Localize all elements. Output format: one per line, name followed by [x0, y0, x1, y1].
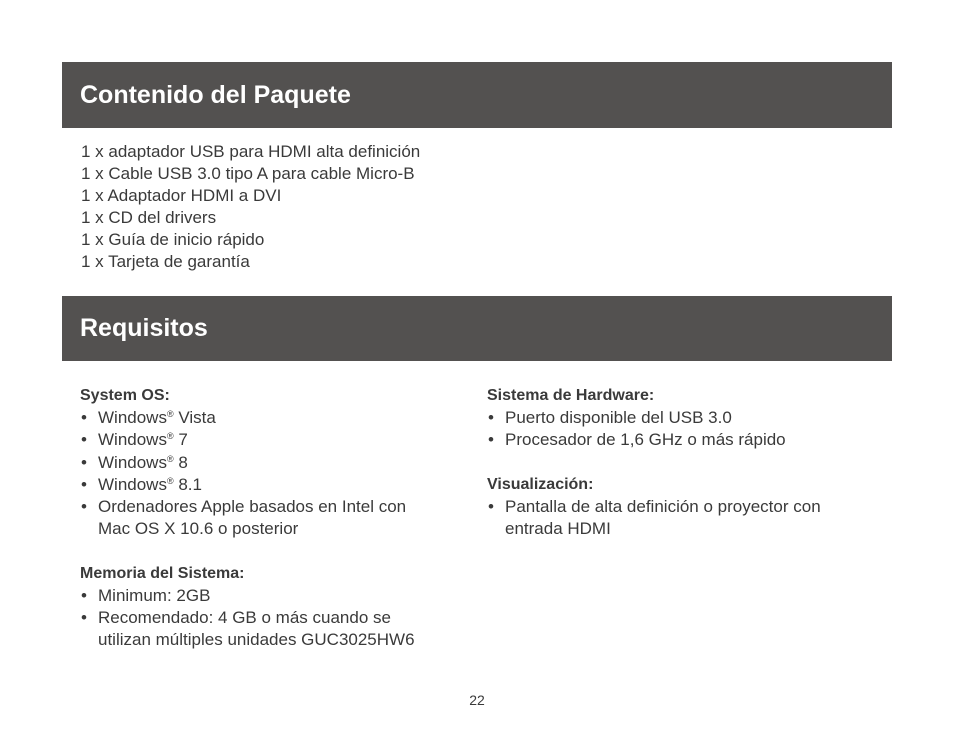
registered-mark: ®	[166, 409, 174, 419]
windows-label: Windows	[98, 430, 167, 450]
bullet-icon: •	[488, 430, 494, 450]
windows-label: Windows	[98, 452, 167, 472]
list-item	[487, 429, 887, 451]
package-contents-list	[81, 141, 420, 273]
list-item	[80, 496, 460, 541]
memory-minimum: Minimum: 2GB	[98, 585, 211, 605]
display-line-1: Pantalla de alta definición o proyector con	[505, 496, 821, 516]
bullet-icon: •	[488, 408, 494, 427]
requirements-left-column	[80, 385, 460, 652]
page-number: 22	[469, 692, 485, 708]
list-item	[80, 474, 460, 496]
list-item: 1 x Cable USB 3.0 tipo A para cable Micro-B	[81, 164, 415, 183]
registered-mark: ®	[166, 453, 174, 464]
memory-list	[80, 585, 460, 652]
list-item	[80, 429, 460, 451]
windows-version: 8	[178, 452, 188, 472]
bullet-icon: •	[488, 496, 494, 516]
bullet-icon: •	[81, 474, 87, 494]
list-item: 1 x Adaptador HDMI a DVI	[81, 186, 282, 205]
hardware-list	[487, 407, 887, 452]
requirements-title: Requisitos	[80, 314, 208, 342]
windows-version: 8.1	[178, 474, 202, 494]
requirements-banner	[62, 296, 892, 361]
list-item	[487, 496, 887, 541]
system-os-list	[80, 407, 460, 541]
package-contents-banner	[62, 62, 892, 128]
registered-mark: ®	[166, 431, 174, 442]
display-heading: Visualización:	[487, 475, 594, 493]
windows-version: 7	[178, 430, 188, 450]
list-item	[80, 607, 460, 652]
windows-label: Windows	[98, 408, 167, 427]
bullet-icon: •	[81, 430, 87, 450]
list-item: 1 x CD del drivers	[81, 208, 217, 227]
list-item	[80, 452, 460, 474]
bullet-icon: •	[81, 408, 87, 427]
hardware-heading: Sistema de Hardware:	[487, 387, 655, 404]
package-contents-title: Contenido del Paquete	[80, 80, 351, 109]
requirements-right-column	[487, 385, 887, 540]
memory-recommended-line-2: utilizan múltiples unidades GUC3025HW6	[98, 630, 415, 650]
windows-label: Windows	[98, 474, 167, 494]
list-item: 1 x adaptador USB para HDMI alta definición	[81, 142, 421, 161]
display-line-2: entrada HDMI	[505, 518, 611, 538]
hardware-item: Puerto disponible del USB 3.0	[505, 408, 732, 427]
hardware-item: Procesador de 1,6 GHz o más rápido	[505, 430, 786, 450]
bullet-icon: •	[81, 452, 87, 472]
bullet-icon: •	[81, 608, 87, 628]
apple-line-1: Ordenadores Apple basados en Intel con	[98, 497, 407, 517]
display-list	[487, 496, 887, 541]
list-item	[487, 407, 887, 429]
list-item	[80, 585, 460, 607]
registered-mark: ®	[166, 475, 174, 486]
list-item: 1 x Guía de inicio rápido	[81, 230, 265, 249]
memory-recommended-line-1: Recomendado: 4 GB o más cuando se	[98, 608, 391, 628]
bullet-icon: •	[81, 585, 87, 605]
windows-version: Vista	[178, 408, 216, 427]
bullet-icon: •	[81, 497, 87, 517]
system-os-heading: System OS:	[80, 387, 170, 404]
memory-heading: Memoria del Sistema:	[80, 564, 245, 582]
list-item: 1 x Tarjeta de garantía	[81, 252, 250, 271]
list-item	[80, 407, 460, 429]
apple-line-2: Mac OS X 10.6 o posterior	[98, 519, 299, 539]
